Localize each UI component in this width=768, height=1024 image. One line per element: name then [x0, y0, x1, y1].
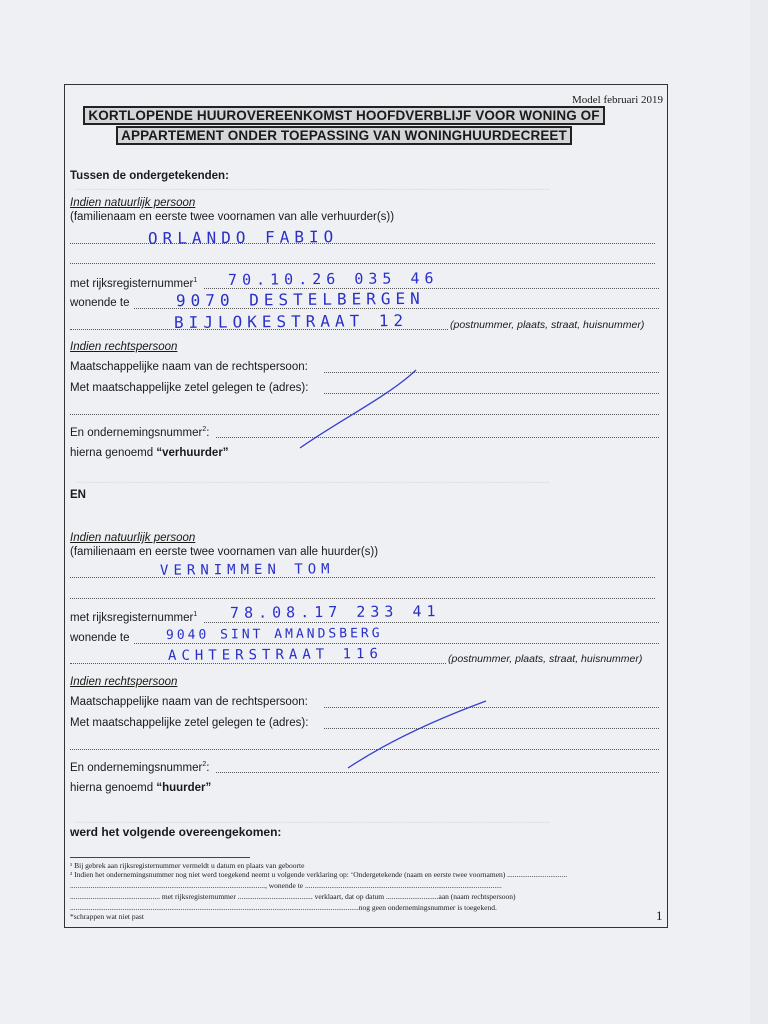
page-number: 1 — [656, 908, 663, 923]
tenant-rr-value: 78.08.17 233 41 — [229, 602, 441, 622]
landlord-named-as: hierna genoemd “verhuurder” — [70, 447, 229, 459]
tenant-legal-heading: Indien rechtspersoon — [70, 676, 178, 688]
landlord-company-label: Maatschappelijke naam van de rechtspersoon: — [70, 361, 308, 373]
landlord-natural-heading: Indien natuurlijk persoon — [70, 197, 196, 209]
tenant-address-hint: (postnummer, plaats, straat, huisnummer) — [448, 653, 643, 665]
document-title-text: KORTLOPENDE HUUROVEREENKOMST HOOFDVERBLIJF VOOR WONING OF APPARTEMENT ONDER TOEPASSING VAN WONINGHUURDECREET — [83, 106, 604, 145]
agreement-heading: werd het volgende overeengekomen: — [70, 825, 282, 839]
landlord-resides-label: wonende te — [70, 297, 130, 309]
tenant-names-hint: (familienaam en eerste twee voornamen van alle huurder(s)) — [70, 546, 379, 558]
tenant-named-as: hierna genoemd “huurder” — [70, 782, 212, 794]
footnote-3: *schrappen wat niet past — [70, 912, 144, 921]
landlord-enterprise-label: En ondernemingsnummer$^2$: — [70, 426, 210, 439]
landlord-rr-label: met rijksregisternummer$^1$ — [70, 277, 198, 290]
landlord-strike-line — [300, 370, 416, 448]
tenant-enterprise-label: En ondernemingsnummer$^2$: — [70, 761, 210, 774]
footnote-rule — [70, 857, 250, 858]
bleed-through-text: .............................................................................................................................................................................................. — [75, 182, 550, 193]
intro-heading: Tussen de ondergetekenden: — [70, 170, 229, 182]
tenant-natural-heading: Indien natuurlijk persoon — [70, 532, 196, 544]
tenant-company-label: Maatschappelijke naam van de rechtspersoon: — [70, 696, 308, 708]
footnote-2: ² Indien het ondernemingsnummer nog niet werd toegekend neemt u volgende verklaring op: ‘Ondergetekende (naam en eerste twee voornamen) ................................ — [70, 870, 568, 879]
footnote-2-line-c: ................................................ met rijksregisternummer ........................................ verklaart, dat op datum ............................aan (naam rechtspersoon) — [70, 892, 516, 901]
bleed-through-text: .............................................................................................................................................................................................. — [75, 815, 550, 826]
bleed-through-text: .............................................................................................................................................................................................. — [75, 475, 550, 486]
landlord-names-hint: (familienaam en eerste twee voornamen van alle verhuurder(s)) — [70, 211, 395, 223]
model-label: Model februari 2019 — [572, 94, 664, 106]
tenant-name-value: VERNIMMEN TOM — [159, 561, 335, 579]
landlord-seat-label: Met maatschappelijke zetel gelegen te (adres): — [70, 382, 309, 394]
tenant-street-value: ACHTERSTRAAT 116 — [167, 646, 383, 664]
landlord-address-hint: (postnummer, plaats, straat, huisnummer) — [450, 319, 645, 331]
tenant-resides-label: wonende te — [70, 632, 130, 644]
tenant-seat-label: Met maatschappelijke zetel gelegen te (adres): — [70, 717, 309, 729]
landlord-street-value: BIJLOKESTRAAT 12 — [173, 310, 409, 333]
tenant-rr-label: met rijksregisternummer$^1$ — [70, 611, 198, 624]
tenant-strike-line — [348, 701, 486, 768]
tenant-city-value: 9040 SINT AMANDSBERG — [165, 626, 383, 643]
footnote-2-line-d: ..........................................................................................................................................................nog geen ondernemingsnummer is toegekend. — [70, 903, 497, 912]
separator-en: EN — [70, 489, 86, 501]
landlord-rr-value: 70.10.26 035 46 — [227, 269, 439, 289]
footnote-2-line-b: ........................................................................................................, wonende te ......................................................................................................... — [70, 881, 502, 890]
footnote-1: ¹ Bij gebrek aan rijksregisternummer vermeldt u datum en plaats van geboorte — [70, 861, 305, 870]
landlord-city-value: 9070 DESTELBERGEN — [175, 288, 425, 311]
landlord-legal-heading: Indien rechtspersoon — [70, 341, 178, 353]
landlord-name-value: ORLANDO FABIO — [147, 227, 339, 248]
